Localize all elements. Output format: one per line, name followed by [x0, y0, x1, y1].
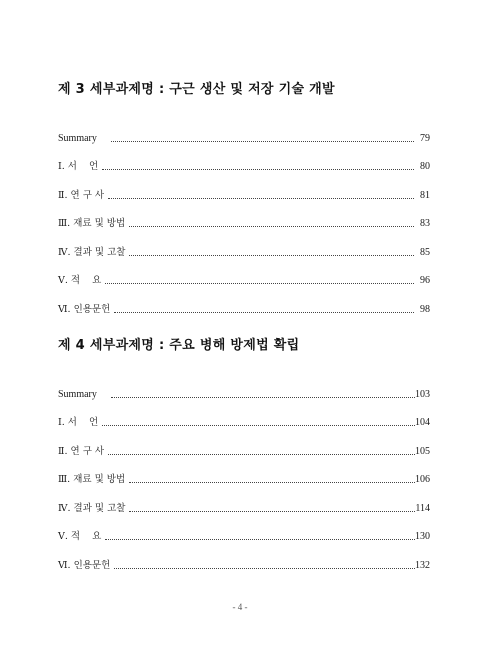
toc-entry[interactable]	[58, 145, 430, 174]
dot-leader	[102, 168, 414, 170]
dot-leader	[108, 197, 414, 199]
page-number: - 4 -	[232, 602, 248, 612]
toc-entry[interactable]	[58, 543, 430, 572]
dot-leader	[108, 453, 415, 455]
dot-leader	[114, 567, 415, 569]
toc-entry-page: 85	[420, 246, 430, 258]
section-heading: 제 3 세부과제명 : 구근 생산 및 저장 기술 개발	[58, 82, 335, 97]
toc-entry[interactable]	[58, 372, 430, 401]
toc-entry-page: 80	[420, 161, 430, 172]
toc-section-4	[58, 336, 430, 572]
dot-leader	[105, 538, 415, 540]
toc-entry-page: 96	[420, 275, 430, 286]
toc-section-3	[58, 80, 430, 316]
toc-entry-page: 83	[420, 218, 430, 229]
dot-leader	[129, 510, 415, 512]
toc-entry-label: Ⅲ. 재료 및 방법	[58, 218, 126, 229]
dot-leader	[129, 225, 414, 227]
toc-entry-page: 79	[420, 132, 430, 144]
dot-leader	[105, 282, 414, 284]
dot-leader	[129, 481, 415, 483]
dot-leader	[102, 424, 415, 426]
toc-entry-label: Ⅲ. 재료 및 방법	[58, 474, 126, 485]
toc-entry-label: Ⅱ. 연 구 사	[58, 445, 105, 457]
toc-entry[interactable]	[58, 401, 430, 430]
toc-entry[interactable]	[58, 515, 430, 544]
toc-entry-label: Ⅰ. 서 언	[58, 161, 99, 172]
toc-entry-label: Ⅴ. 적 요	[58, 275, 102, 286]
toc-entry-page: 98	[420, 303, 430, 315]
toc-entry-page: 104	[415, 417, 430, 428]
toc-entry-label: Ⅴ. 적 요	[58, 531, 102, 542]
toc-entry-label: Ⅵ. 인용문헌	[58, 303, 111, 315]
toc-entry-page: 132	[415, 559, 430, 571]
dot-leader	[114, 311, 414, 313]
toc-entry-label: Ⅵ. 인용문헌	[58, 559, 111, 571]
toc-entry[interactable]	[58, 287, 430, 316]
toc-entry[interactable]	[58, 429, 430, 458]
toc-entry-label: Ⅱ. 연 구 사	[58, 189, 105, 201]
toc-entry[interactable]	[58, 259, 430, 288]
toc-entry-label: Summary	[58, 388, 97, 400]
toc-entry-page: 106	[415, 474, 430, 485]
toc-entry-label: Ⅳ. 결과 및 고찰	[58, 502, 126, 514]
toc-entry[interactable]	[58, 486, 430, 515]
toc-entry-label: Ⅳ. 결과 및 고찰	[58, 246, 126, 258]
section-heading: 제 4 세부과제명 : 주요 병해 방제법 확립	[58, 338, 300, 353]
dot-leader	[129, 254, 414, 256]
toc-entry-page: 130	[415, 531, 430, 542]
toc-entry-label: Ⅰ. 서 언	[58, 417, 99, 428]
toc-entry-page: 103	[415, 388, 430, 400]
toc-entry-page: 105	[415, 445, 430, 457]
toc-entry-label: Summary	[58, 132, 97, 144]
dot-leader	[111, 396, 415, 398]
toc-entry[interactable]	[58, 458, 430, 487]
toc-entry[interactable]	[58, 116, 430, 145]
toc-entry-page: 114	[415, 502, 430, 514]
toc-entry[interactable]	[58, 230, 430, 259]
toc-entry[interactable]	[58, 202, 430, 231]
dot-leader	[111, 140, 414, 142]
toc-entry-page: 81	[420, 189, 430, 201]
toc-entry[interactable]	[58, 173, 430, 202]
